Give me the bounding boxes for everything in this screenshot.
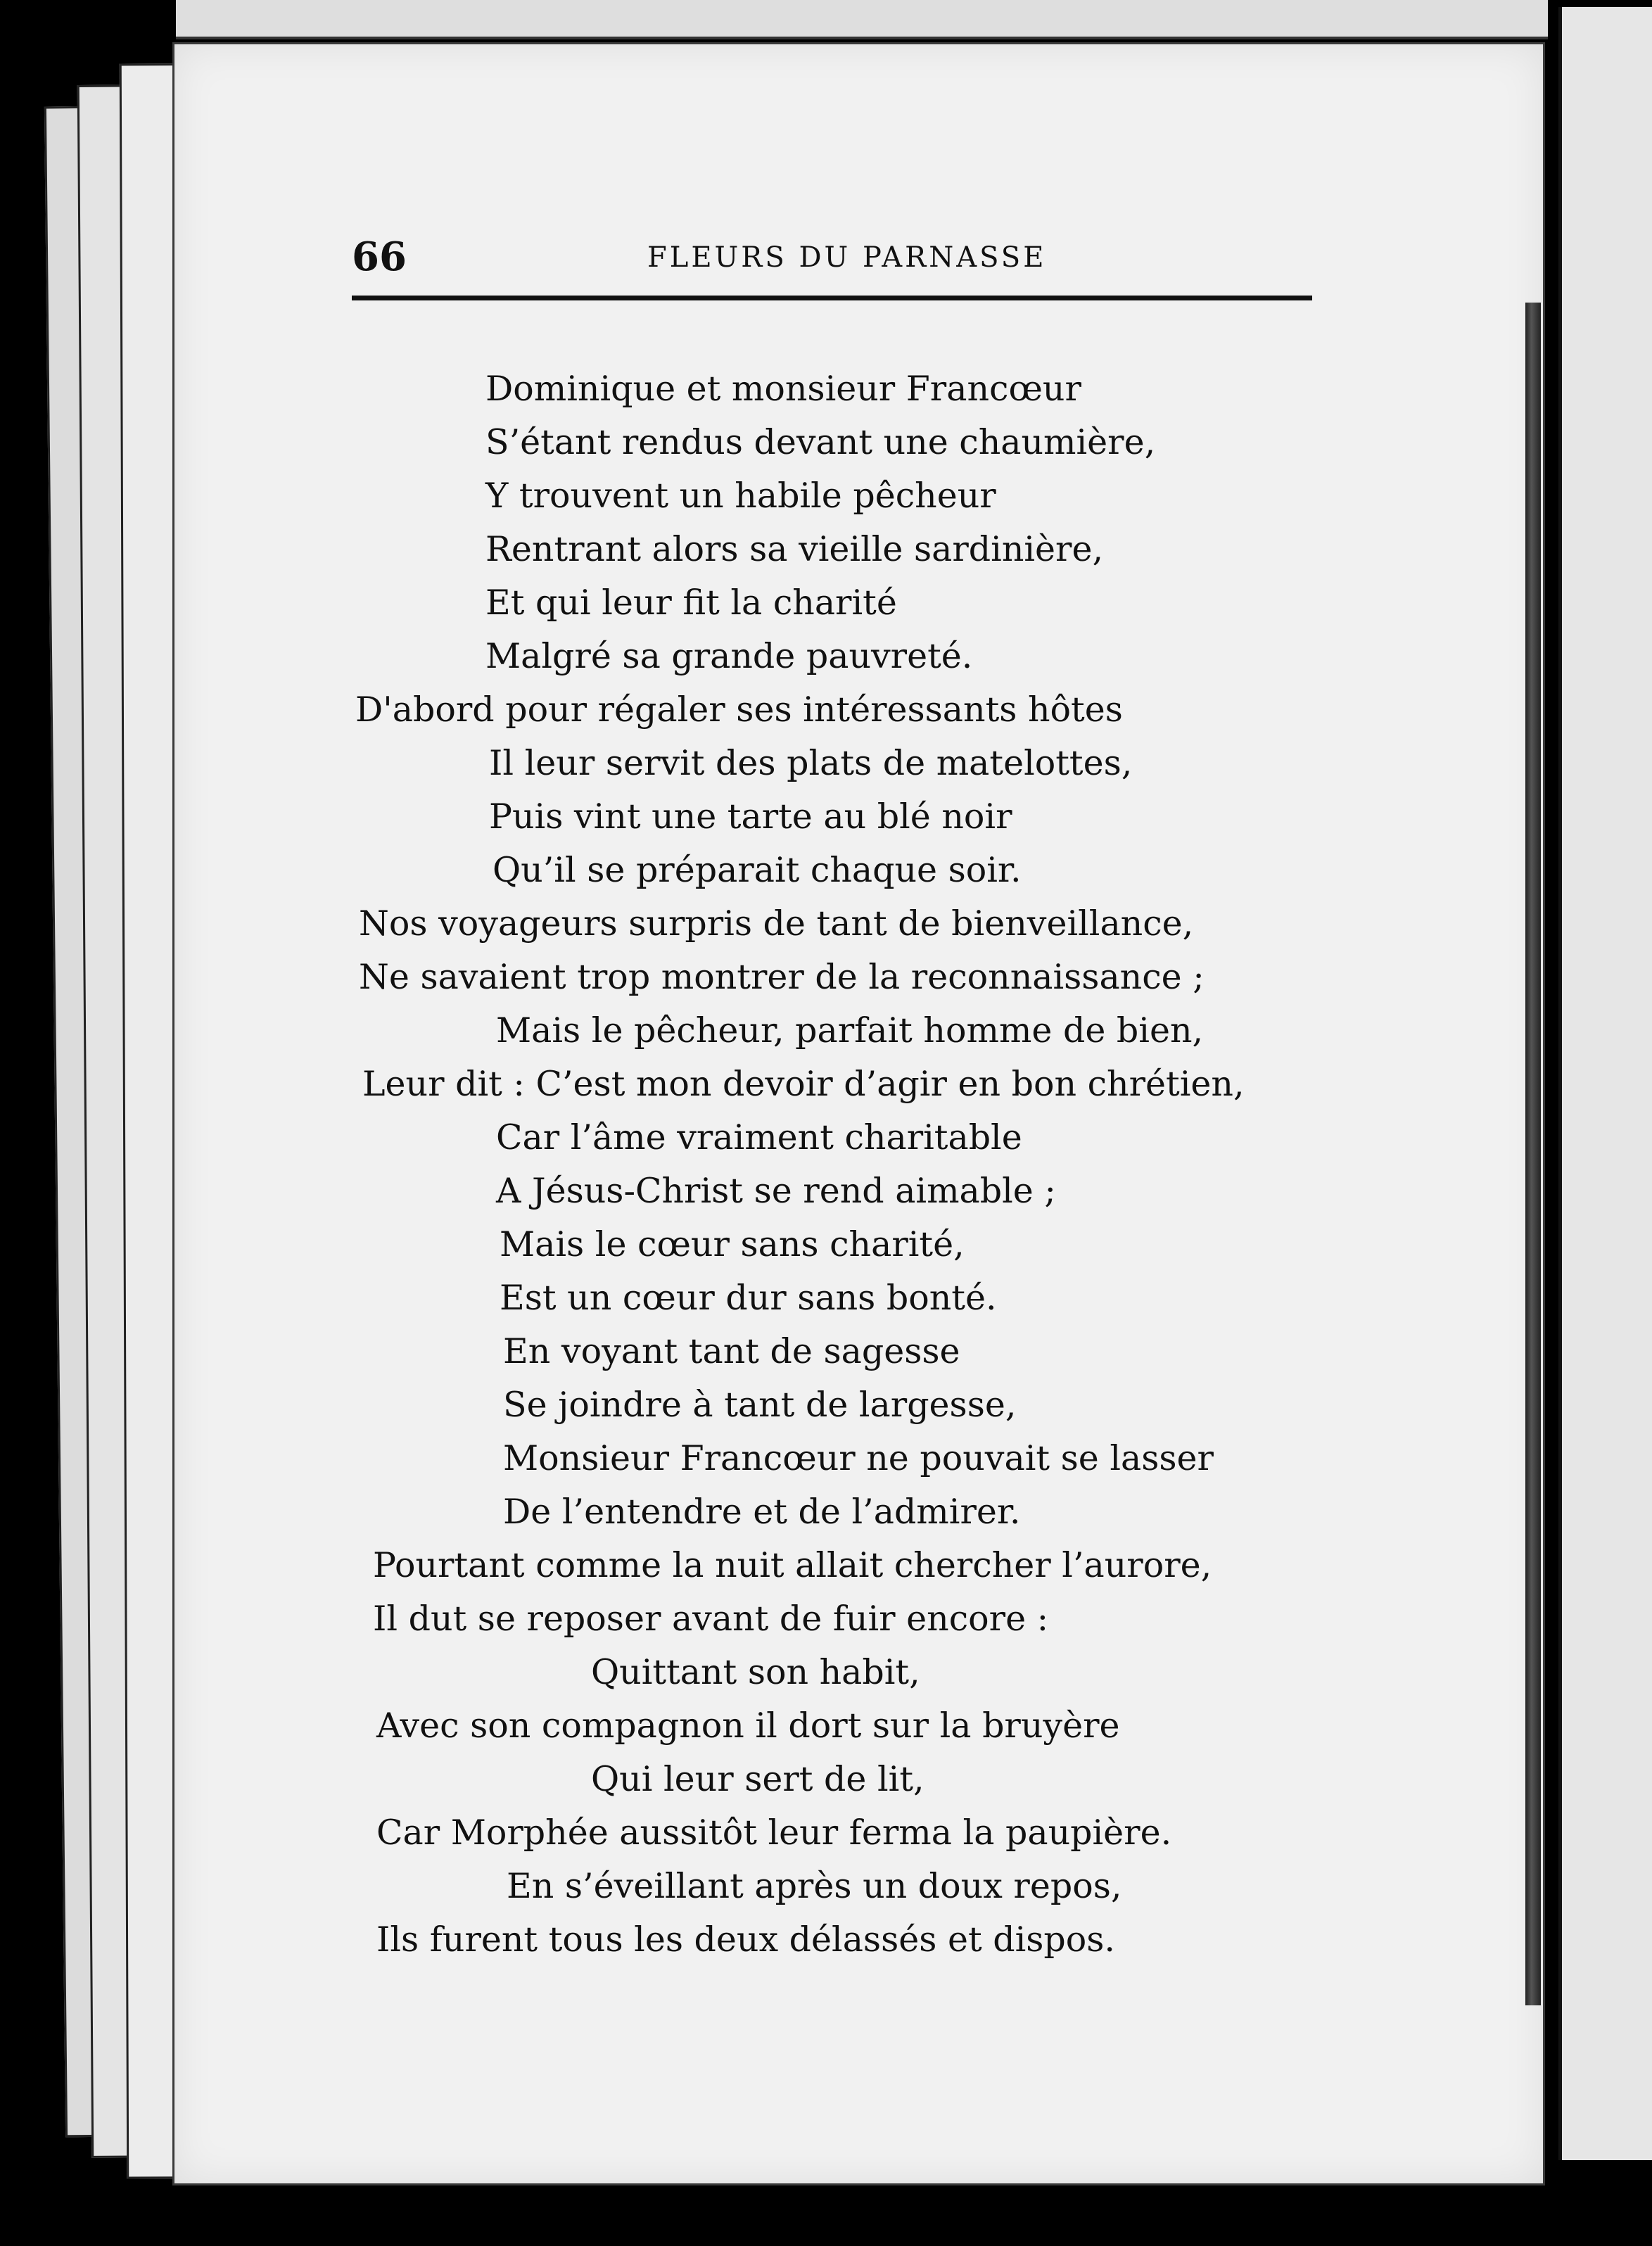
poem-line: Nos voyageurs surpris de tant de bienveillance,: [359, 903, 1194, 944]
poem-line: Ils furent tous les deux délassés et dispos.: [376, 1920, 1115, 1960]
poem-line: Rentrant alors sa vieille sardinière,: [485, 529, 1104, 569]
poem-line: Qui leur sert de lit,: [591, 1759, 925, 1799]
poem-line: Car l’âme vraiment charitable: [496, 1117, 1022, 1157]
poem-line: Il dut se reposer avant de fuir encore :: [373, 1599, 1049, 1639]
poem-line: Est un cœur dur sans bonté.: [500, 1278, 997, 1318]
poem-line: Qu’il se préparait chaque soir.: [493, 850, 1022, 890]
poem-text: [0, 362, 1652, 1967]
poem-line: D'abord pour régaler ses intéressants hôtes: [355, 690, 1123, 730]
poem-line: Et qui leur fit la charité: [485, 583, 897, 623]
poem-line: Il leur servit des plats de matelottes,: [489, 743, 1133, 783]
poem-line: Dominique et monsieur Francœur: [485, 369, 1081, 409]
poem-line: Pourtant comme la nuit allait chercher l’aurore,: [373, 1545, 1212, 1585]
poem-line: S’étant rendus devant une chaumière,: [485, 422, 1156, 462]
poem-line: Mais le cœur sans charité,: [500, 1224, 965, 1264]
poem-line: De l’entendre et de l’admirer.: [503, 1492, 1021, 1532]
poem-line: Mais le pêcheur, parfait homme de bien,: [496, 1010, 1204, 1051]
poem-line: Malgré sa grande pauvreté.: [485, 636, 973, 676]
poem-line: En s’éveillant après un doux repos,: [507, 1866, 1122, 1906]
poem-line: Y trouvent un habile pêcheur: [485, 476, 996, 516]
poem-line: Leur dit : C’est mon devoir d’agir en bon chrétien,: [362, 1064, 1245, 1104]
poem-line: Ne savaient trop montrer de la reconnaissance ;: [359, 957, 1205, 997]
poem-line: Se joindre à tant de largesse,: [503, 1385, 1017, 1425]
running-head: FLEURS DU PARNASSE: [647, 241, 1047, 274]
poem-line: Avec son compagnon il dort sur la bruyère: [376, 1706, 1120, 1746]
page-header: [352, 232, 1312, 297]
poem-line: Puis vint une tarte au blé noir: [489, 797, 1012, 837]
poem-line: Car Morphée aussitôt leur ferma la paupière.: [376, 1813, 1172, 1853]
poem-line: Quittant son habit,: [591, 1652, 920, 1692]
top-page-edge: [176, 0, 1548, 39]
page-number: 66: [352, 234, 407, 280]
header-rule: [352, 296, 1312, 300]
poem-line: Monsieur Francœur ne pouvait se lasser: [503, 1438, 1214, 1478]
poem-line: A Jésus-Christ se rend aimable ;: [496, 1171, 1056, 1211]
poem-line: En voyant tant de sagesse: [503, 1331, 960, 1371]
